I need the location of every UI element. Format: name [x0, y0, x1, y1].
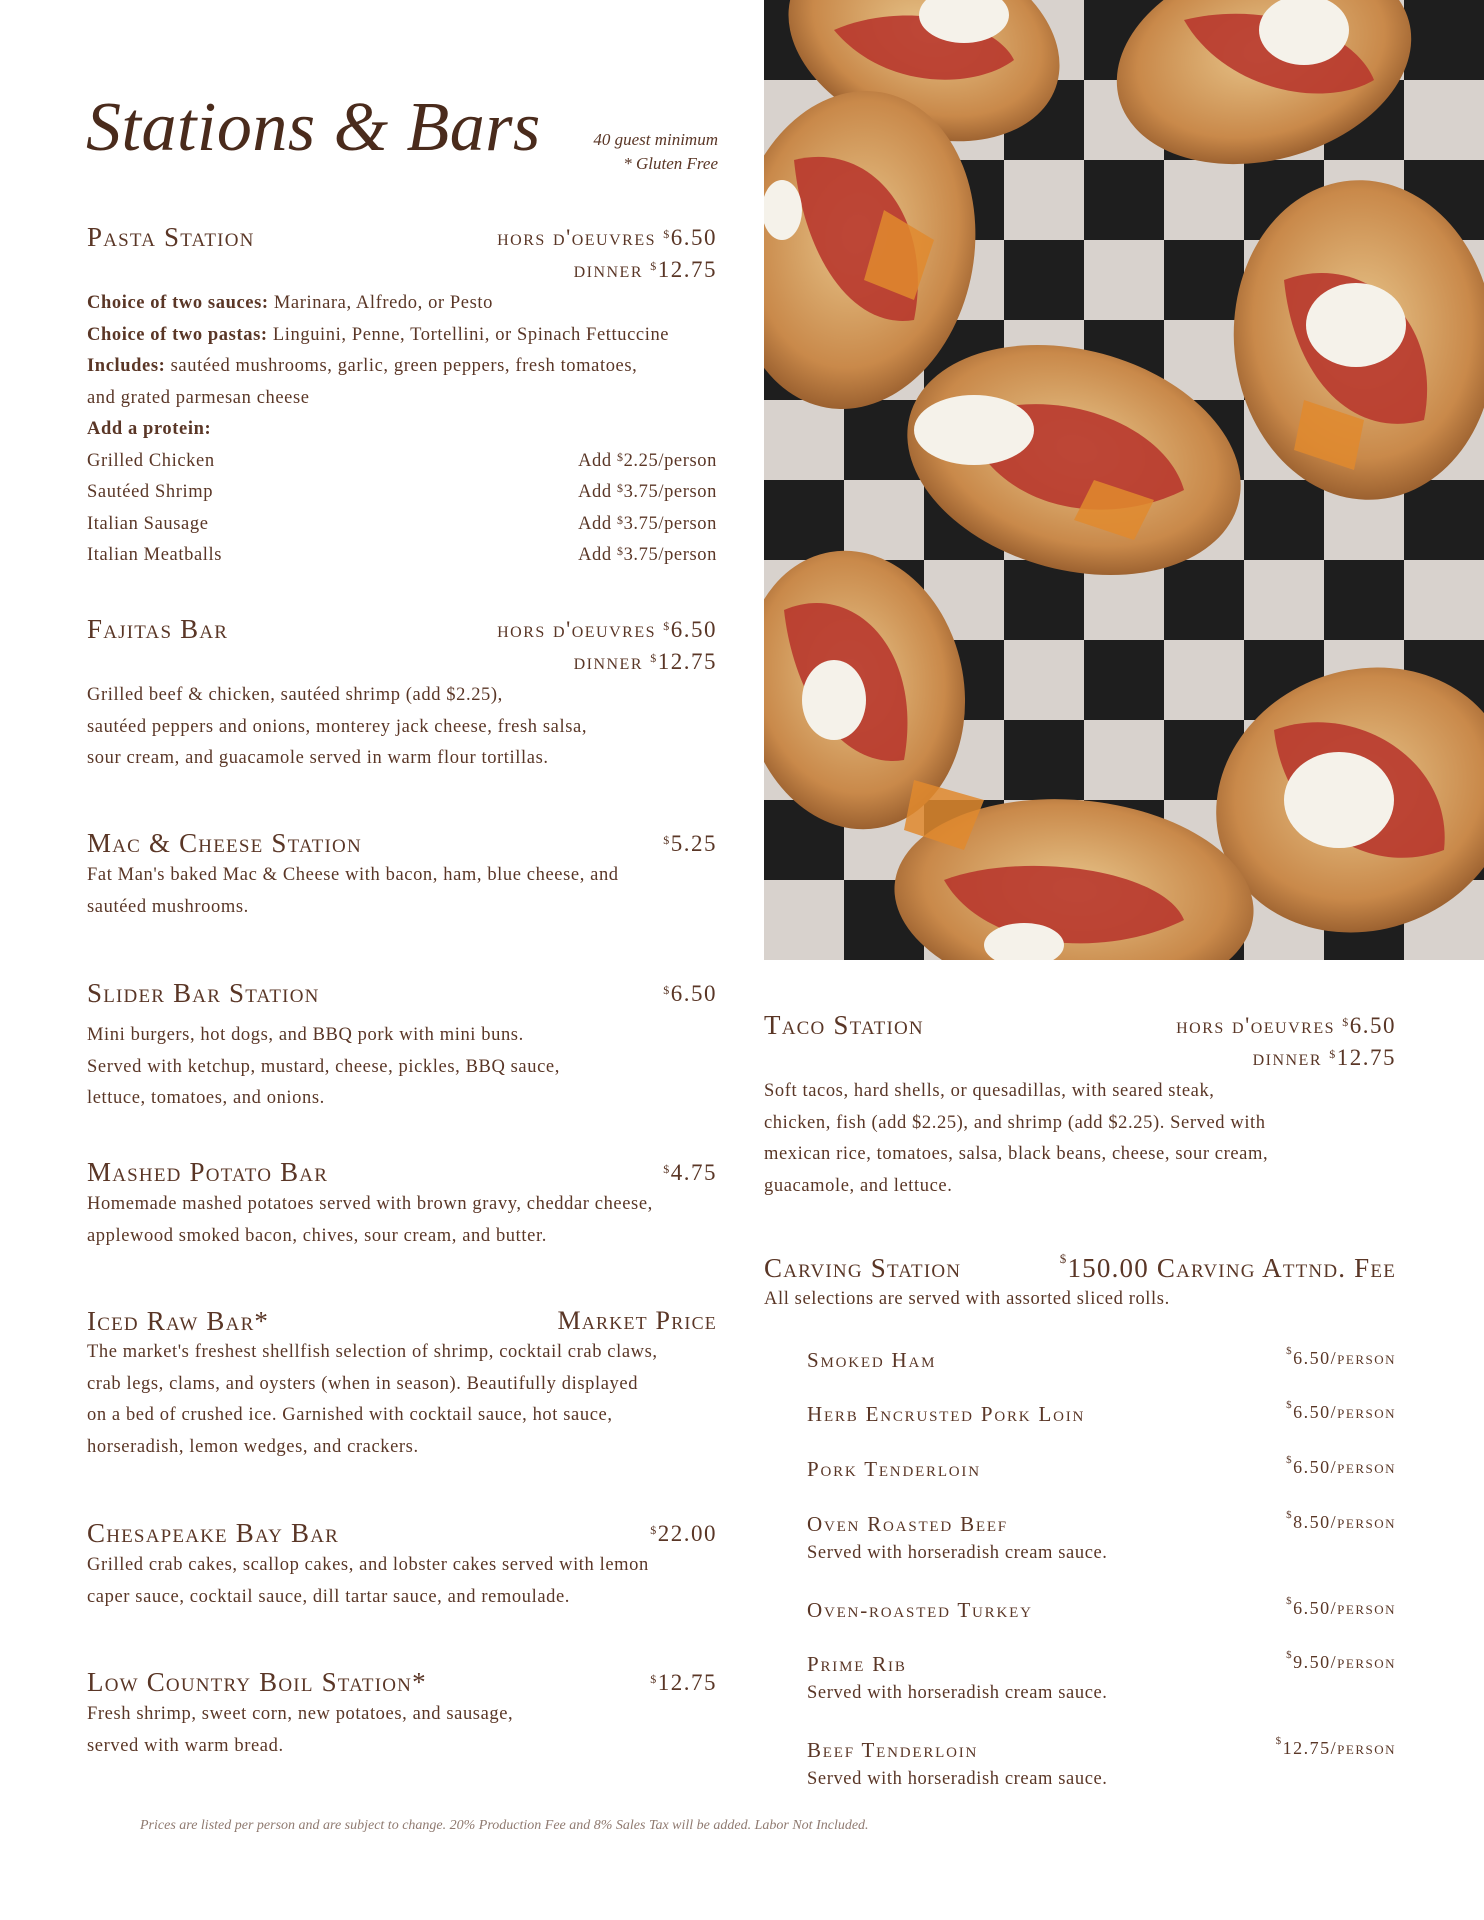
fajitas-bar — [87, 614, 717, 775]
mashed-potato-bar — [87, 1157, 717, 1252]
guest-minimum: 40 guest minimum — [593, 130, 718, 149]
section-title: Taco Station — [764, 1010, 924, 1040]
carving-note: All selections are served with assorted sliced rolls. — [764, 1289, 1170, 1309]
section-price: Market Price — [557, 1306, 717, 1335]
section-price: hors d'oeuvres $6.50 dinner $12.75 — [1176, 1013, 1396, 1070]
bruschetta-photo — [764, 0, 1484, 960]
section-description: Grilled beef & chicken, sautéed shrimp (add $2.25), sautéed peppers and onions, monterey jack cheese, fresh salsa, sour cream, and guacamole served in warm flour tortillas. — [87, 685, 588, 768]
carving-item: Smoked Ham $6.50/person — [807, 1345, 1396, 1372]
section-title: Mac & Cheese Station — [87, 828, 362, 858]
protein-row: Sautéed Shrimp Add $3.75/person — [87, 481, 717, 502]
section-title: Carving Station — [764, 1253, 962, 1283]
pasta-station — [87, 222, 717, 572]
carving-item: Prime Rib $9.50/person Served with horseradish cream sauce. — [807, 1649, 1396, 1703]
section-description: Soft tacos, hard shells, or quesadillas, with seared steak, chicken, fish (add $2.25), and shrimp (add $2.25). Served with mexican rice, tomatoes, salsa, black beans, cheese, sour cream, guacamole, and lettuce. — [764, 1081, 1269, 1196]
page-title: Stations & Bars — [86, 89, 541, 166]
section-price: $12.75 — [650, 1670, 717, 1695]
mac-cheese-station — [87, 828, 717, 923]
section-description: Choice of two sauces: Marinara, Alfredo, or Pesto Choice of two pastas: Linguini, Penne, Tortellini, or Spinach Fettuccine Includes: sautéed mushrooms, garlic, green peppers, fresh tomatoes, and grated parmesan cheese Add a protein: Grilled Chicken Add $2.25/person Sautéed Shrimp Add $3.75/person Italian Sausage Add $3.75/person Italian Meatballs Add $3.75/person — [87, 288, 717, 572]
carving-item: Oven-roasted Turkey $6.50/person — [807, 1595, 1396, 1622]
section-description: Homemade mashed potatoes served with brown gravy, cheddar cheese, applewood smoked bacon, chives, sour cream, and butter. — [87, 1194, 653, 1246]
section-description: Grilled crab cakes, scallop cakes, and lobster cakes served with lemon caper sauce, cocktail sauce, dill tartar sauce, and remoulade. — [87, 1555, 649, 1607]
section-description: The market's freshest shellfish selection of shrimp, cocktail crab claws, crab legs, clams, and oysters (when in season). Beautifully displayed on a bed of crushed ice. Garnished with cocktail sauce, hot sauce, horseradish, lemon wedges, and crackers. — [87, 1342, 658, 1457]
protein-row: Italian Sausage Add $3.75/person — [87, 512, 717, 534]
section-price: $6.50 — [663, 981, 717, 1006]
iced-raw-bar — [87, 1306, 717, 1463]
carving-item: Pork Tenderloin $6.50/person — [807, 1454, 1396, 1481]
carving-item: Oven Roasted Beef $8.50/person Served with horseradish cream sauce. — [807, 1509, 1396, 1563]
section-title: Low Country Boil Station* — [87, 1667, 427, 1697]
section-description: Mini burgers, hot dogs, and BBQ pork with mini buns. Served with ketchup, mustard, cheese, pickles, BBQ sauce, lettuce, tomatoes, and onions. — [87, 1025, 560, 1108]
footer-disclaimer: Prices are listed per person and are subject to change. 20% Production Fee and 8% Sales Tax will be added. Labor Not Included. — [140, 1818, 869, 1833]
section-title: Iced Raw Bar* — [87, 1306, 270, 1336]
section-title: Chesapeake Bay Bar — [87, 1518, 340, 1548]
chesapeake-bay-bar — [87, 1518, 717, 1613]
menu-notes — [593, 128, 718, 176]
food-photo-illustration — [764, 0, 1484, 960]
slider-bar-station — [87, 978, 717, 1115]
section-description: Fat Man's baked Mac & Cheese with bacon, ham, blue cheese, and sautéed mushrooms. — [87, 865, 619, 917]
protein-row: Italian Meatballs Add $3.75/person — [87, 544, 717, 565]
section-price: hors d'oeuvres $6.50 dinner $12.75 — [497, 617, 717, 674]
section-title: Pasta Station — [87, 222, 255, 252]
low-country-boil-station — [87, 1667, 717, 1762]
section-description: Fresh shrimp, sweet corn, new potatoes, and sausage, served with warm bread. — [87, 1704, 514, 1756]
carving-fee: $150.00 Carving Attnd. Fee — [1059, 1251, 1396, 1283]
section-title: Slider Bar Station — [87, 978, 320, 1008]
section-price: hors d'oeuvres $6.50 dinner $12.75 — [497, 225, 717, 282]
section-price: $5.25 — [663, 831, 717, 856]
section-price: $4.75 — [663, 1160, 717, 1185]
taco-station — [764, 1010, 1396, 1202]
section-title: Fajitas Bar — [87, 614, 229, 644]
carving-item: Beef Tenderloin $12.75/person Served with horseradish cream sauce. — [807, 1735, 1396, 1789]
protein-row: Grilled Chicken Add $2.25/person — [87, 449, 717, 471]
gluten-free-note: * Gluten Free — [623, 154, 718, 173]
section-title: Mashed Potato Bar — [87, 1157, 329, 1187]
section-price: $22.00 — [650, 1521, 717, 1546]
carving-item: Herb Encrusted Pork Loin $6.50/person — [807, 1399, 1396, 1426]
carving-station — [764, 1253, 1396, 1316]
